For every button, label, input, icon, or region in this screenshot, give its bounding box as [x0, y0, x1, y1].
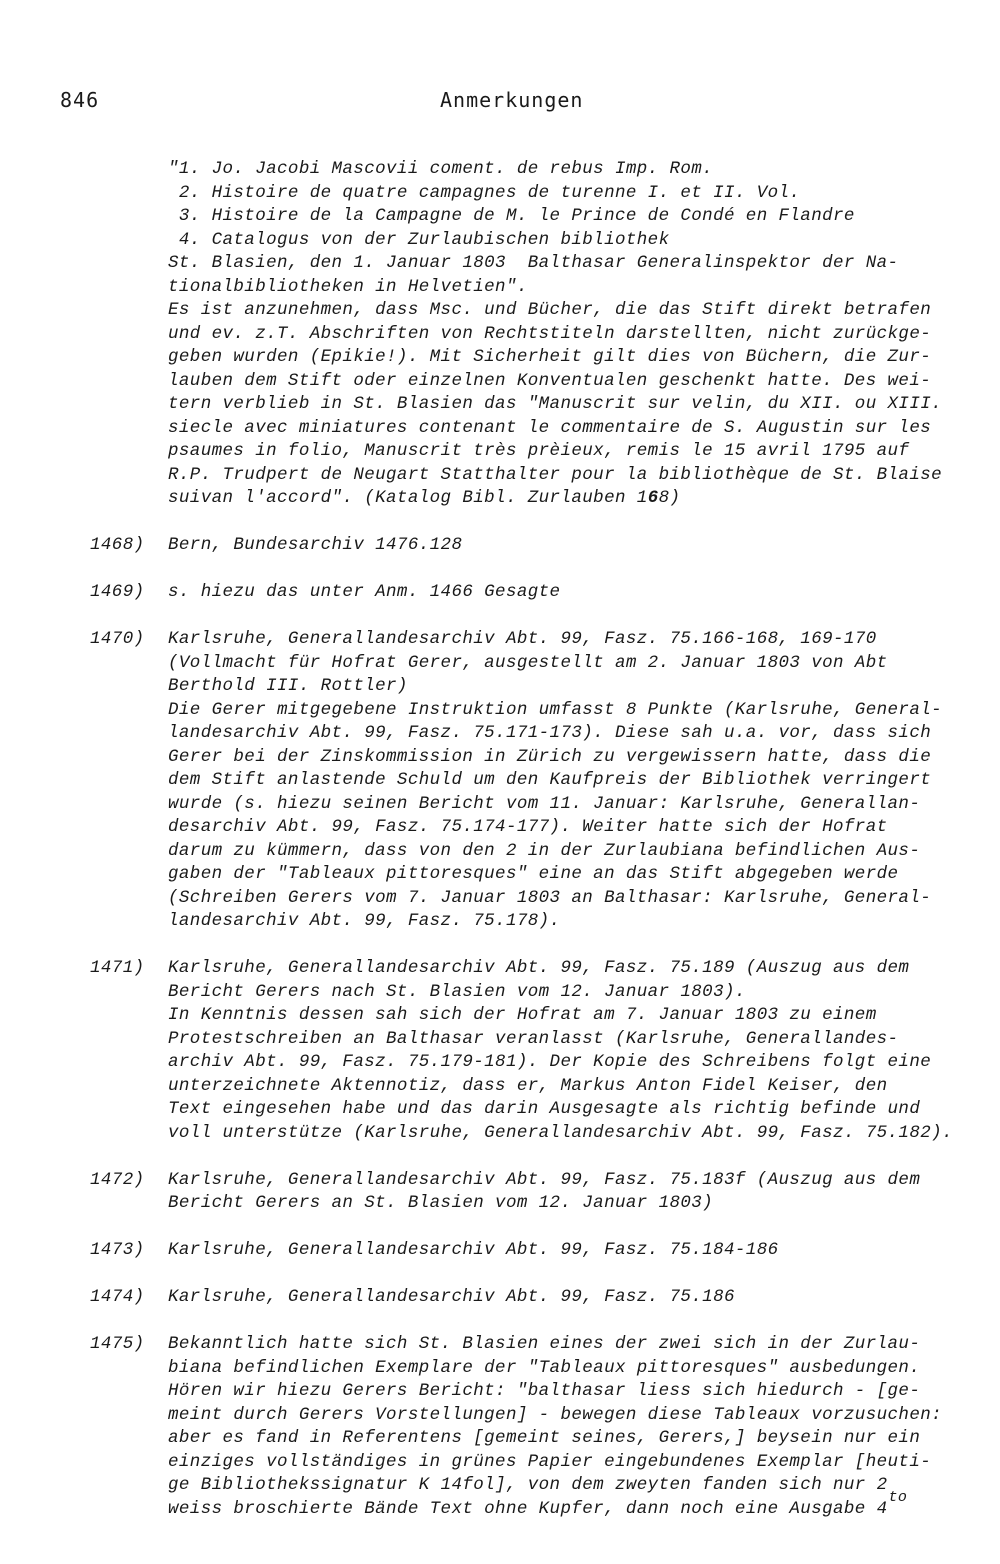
text-line: 4. Catalogus von der Zurlaubischen bibliothek — [168, 229, 670, 250]
text-line: gaben der "Tableaux pittoresques" eine an das Stift abgegeben werde — [168, 864, 899, 884]
text-line: darum zu kümmern, dass von den 2 in der Zurlaubiana befindlichen Aus- — [168, 840, 921, 861]
text-line: St. Blasien, den 1. Januar 1803 Balthasar Generalinspektor der Na- — [168, 253, 899, 273]
text-line: lauben dem Stift oder einzelnen Konventualen geschenkt hatte. Des wei- — [168, 370, 932, 391]
note-gap — [0, 511, 1000, 535]
running-head: Anmerkungen — [440, 88, 584, 112]
text-line: In Kenntnis dessen sah sich der Hofrat am 7. Januar 1803 zu einem — [168, 1005, 877, 1025]
note-gap — [0, 1263, 1000, 1287]
text-line: Die Gerer mitgegebene Instruktion umfasst 8 Punkte (Karlsruhe, General- — [168, 699, 943, 720]
text-line: Karlsruhe, Generallandesarchiv Abt. 99, Fasz. 75.186 — [168, 1287, 735, 1307]
text-line-last — [168, 1488, 1000, 1522]
note-1470 — [0, 628, 1000, 934]
text-line: geben wurden (Epikie!). Mit Sicherheit gilt dies von Büchern, die Zur- — [168, 347, 932, 367]
text-line: Bern, Bundesarchiv 1476.128 — [168, 535, 463, 555]
note-1471 — [0, 957, 1000, 1145]
text-line: Gerer bei der Zinskommission in Zürich zu vergewissern hatte, dass die — [168, 746, 932, 767]
note-number: 1475) — [90, 1334, 145, 1354]
note-number: 1472) — [90, 1169, 145, 1190]
note-number: 1470) — [90, 629, 145, 649]
note-gap — [0, 1310, 1000, 1334]
text-line: Bekanntlich hatte sich St. Blasien eines der zwei sich in der Zurlau- — [168, 1334, 921, 1354]
text-fragment: weiss broschierte Bände Text ohne Kupfer, dann noch eine Ausgabe 4 — [168, 1498, 888, 1519]
text-line: Protestschreiben an Balthasar veranlasst (Karlsruhe, Generallandes- — [168, 1028, 899, 1049]
note-1475 — [0, 1333, 1000, 1521]
text-line: 3. Histoire de la Campagne de M. le Prince de Condé en Flandre — [168, 206, 855, 226]
note-number: 1469) — [90, 582, 145, 602]
note-number: 1474) — [90, 1287, 145, 1307]
text-line: meint durch Gerers Vorstellungen] - bewegen diese Tableaux vorzusuchen: — [168, 1404, 943, 1425]
text-line: siecle avec miniatures contenant le commentaire de S. Augustin sur les — [168, 417, 932, 438]
text-line: einziges vollständiges in grünes Papier eingebundenes Exemplar [heuti- — [168, 1451, 932, 1472]
note-gap — [0, 1216, 1000, 1240]
text-line: "1. Jo. Jacobi Mascovii coment. de rebus Imp. Rom. — [168, 159, 714, 179]
note-1473 — [0, 1239, 1000, 1263]
text-line: tern verblieb in St. Blasien das "Manuscrit sur velin, du XII. ou XIII. — [168, 394, 943, 414]
text-line: (Schreiben Gerers vom 7. Januar 1803 an Balthasar: Karlsruhe, General- — [168, 887, 932, 908]
note-1474 — [0, 1286, 1000, 1310]
text-line: aber es fand in Referentens [gemeint seines, Gerers,] beysein nur ein — [168, 1428, 921, 1448]
text-fragment: suivan l'accord". (Katalog Bibl. Zurlauben 1 — [168, 488, 648, 508]
text-line: Text eingesehen habe und das darin Ausgesagte als richtig befinde und — [168, 1099, 921, 1119]
text-line: s. hiezu das unter Anm. 1466 Gesagte — [168, 582, 561, 602]
text-line: Hören wir hiezu Gerers Bericht: "balthasar liess sich hiedurch - [ge- — [168, 1381, 921, 1401]
text-line: Bericht Gerers an St. Blasien vom 12. Januar 1803) — [168, 1193, 714, 1213]
note-1469 — [0, 581, 1000, 605]
text-line: R.P. Trudpert de Neugart Statthalter pour la bibliothèque de St. Blaise — [168, 464, 943, 485]
text-line: desarchiv Abt. 99, Fasz. 75.174-177). Weiter hatte sich der Hofrat — [168, 817, 888, 837]
note-number: 1473) — [90, 1240, 145, 1260]
note-number: 1471) — [90, 958, 145, 978]
text-fragment: 8) — [658, 488, 681, 508]
text-line: dem Stift anlastende Schuld um den Kaufpreis der Bibliothek verringert — [168, 770, 932, 790]
text-line: wurde (s. hiezu seinen Bericht vom 11. Januar: Karlsruhe, Generallan- — [168, 793, 921, 814]
text-line: 2. Histoire de quatre campagnes de turenne I. et II. Vol. — [168, 182, 801, 203]
note-number: 1468) — [90, 535, 145, 555]
text-line: archiv Abt. 99, Fasz. 75.179-181). Der Kopie des Schreibens folgt eine — [168, 1052, 932, 1072]
text-line: Bericht Gerers nach St. Blasien vom 12. Januar 1803). — [168, 981, 746, 1002]
text-line-last — [168, 487, 1000, 511]
text-line: unterzeichnete Aktennotiz, dass er, Markus Anton Fidel Keiser, den — [168, 1075, 888, 1096]
superscript: to — [888, 1488, 908, 1506]
page-number: 846 — [60, 88, 100, 112]
text-line: Berthold III. Rottler) — [168, 676, 408, 696]
text-line: landesarchiv Abt. 99, Fasz. 75.178). — [168, 911, 561, 931]
text-line: Karlsruhe, Generallandesarchiv Abt. 99, Fasz. 75.184-186 — [168, 1240, 779, 1260]
note-1467-continuation — [0, 158, 1000, 511]
note-gap — [0, 1145, 1000, 1169]
overstrike-digit: 6 — [647, 488, 659, 508]
note-gap — [0, 605, 1000, 629]
page-header — [0, 88, 1000, 118]
text-line: psaumes in folio, Manuscrit très prèieux, remis le 15 avril 1795 auf — [168, 441, 910, 461]
text-line: voll unterstütze (Karlsruhe, Generallandesarchiv Abt. 99, Fasz. 75.182). — [168, 1122, 953, 1143]
notes-body — [0, 158, 1000, 1521]
text-line: (Vollmacht für Hofrat Gerer, ausgestellt am 2. Januar 1803 von Abt — [168, 652, 888, 673]
note-gap — [0, 558, 1000, 582]
text-line: ge Bibliothekssignatur K 14fol], von dem zweyten fanden sich nur 2 — [168, 1475, 888, 1495]
text-line: Es ist anzunehmen, dass Msc. und Bücher, die das Stift direkt betrafen — [168, 300, 932, 320]
text-line: Karlsruhe, Generallandesarchiv Abt. 99, Fasz. 75.166-168, 169-170 — [168, 629, 877, 649]
text-line: tionalbibliotheken in Helvetien". — [168, 276, 528, 297]
text-line: Karlsruhe, Generallandesarchiv Abt. 99, Fasz. 75.189 (Auszug aus dem — [168, 958, 910, 978]
note-gap — [0, 934, 1000, 958]
text-line: und ev. z.T. Abschriften von Rechtstiteln darstellten, nicht zurückge- — [168, 323, 932, 344]
note-1472 — [0, 1169, 1000, 1216]
text-line: landesarchiv Abt. 99, Fasz. 75.171-173). Diese sah u.a. vor, dass sich — [168, 723, 932, 743]
text-line: Karlsruhe, Generallandesarchiv Abt. 99, Fasz. 75.183f (Auszug aus dem — [168, 1169, 921, 1190]
note-1468 — [0, 534, 1000, 558]
text-line: biana befindlichen Exemplare der "Tableaux pittoresques" ausbedungen. — [168, 1357, 921, 1378]
